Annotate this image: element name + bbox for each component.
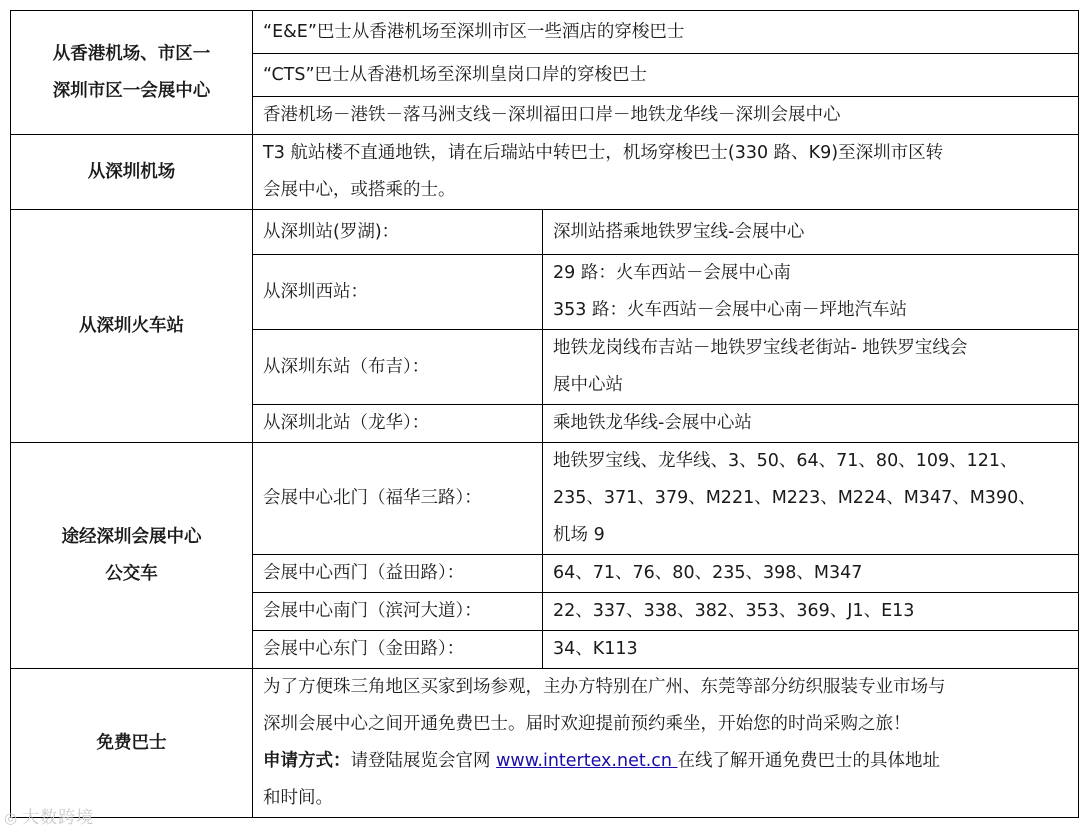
train-category: 从深圳火车站 bbox=[11, 210, 253, 443]
train-route-luohu: 深圳站搭乘地铁罗宝线-会展中心 bbox=[543, 210, 1079, 255]
train-station-east: 从深圳东站（布吉）： bbox=[253, 330, 543, 405]
bus-gate-east: 会展中心东门（金田路）： bbox=[253, 631, 543, 669]
sz-airport-line1: T3 航站楼不直通地铁，请在后瑞站中转巴士，机场穿梭巴士(330 路、K9)至深圳市区转 bbox=[263, 143, 944, 163]
bus-lines-south: 22、337、338、382、353、369、J1、E13 bbox=[543, 593, 1079, 631]
hk-option-cts: “CTS”巴士从香港机场至深圳皇岗口岸的穿梭巴士 bbox=[253, 54, 1079, 97]
bus-category bbox=[11, 443, 253, 669]
hk-title-line1: 从香港机场、市区一 bbox=[52, 43, 211, 64]
hk-option-rail: 香港机场－港铁－落马洲支线－深圳福田口岸－地铁龙华线－深圳会展中心 bbox=[253, 97, 1079, 135]
train-route-north: 乘地铁龙华线-会展中心站 bbox=[543, 405, 1079, 443]
bus-lines-north bbox=[543, 443, 1079, 555]
train-station-west: 从深圳西站： bbox=[253, 255, 543, 330]
hk-airport-category bbox=[11, 11, 253, 135]
bus-lines-north-line3: 机场 9 bbox=[553, 525, 605, 545]
transport-info-table bbox=[10, 10, 1079, 818]
bus-lines-north-line1: 地铁罗宝线、龙华线、3、50、64、71、80、109、121、 bbox=[553, 451, 1018, 471]
hk-option-ee: “E&E”巴士从香港机场至深圳市区一些酒店的穿梭巴士 bbox=[253, 11, 1079, 54]
sz-airport-row bbox=[11, 135, 1079, 210]
free-bus-row bbox=[11, 669, 1079, 818]
bus-lines-west: 64、71、76、80、235、398、M347 bbox=[543, 555, 1079, 593]
bus-title-line2: 公交车 bbox=[105, 563, 158, 584]
bus-gate-west: 会展中心西门（益田路）： bbox=[253, 555, 543, 593]
hk-row-1 bbox=[11, 11, 1079, 54]
free-bus-category: 免费巴士 bbox=[11, 669, 253, 818]
train-route-west-line1: 29 路：火车西站－会展中心南 bbox=[553, 263, 791, 283]
train-route-west bbox=[543, 255, 1079, 330]
train-route-west-line2: 353 路：火车西站－会展中心南－坪地汽车站 bbox=[553, 300, 907, 320]
apply-method-label: 申请方式： bbox=[263, 751, 351, 771]
watermark-logo-icon: ◎ bbox=[4, 809, 19, 827]
train-row-1 bbox=[11, 210, 1079, 255]
train-route-east-line1: 地铁龙岗线布吉站－地铁罗宝线老街站- 地铁罗宝线会 bbox=[553, 338, 968, 358]
watermark-text: 大数跨境 bbox=[22, 808, 95, 828]
train-route-east bbox=[543, 330, 1079, 405]
sz-airport-category: 从深圳机场 bbox=[11, 135, 253, 210]
free-bus-line2: 深圳会展中心之间开通免费巴士。届时欢迎提前预约乘坐，开始您的时尚采购之旅！ bbox=[263, 714, 911, 734]
apply-method-after-link: 在线了解开通免费巴士的具体地址 bbox=[677, 751, 941, 771]
sz-airport-line2: 会展中心，或搭乘的士。 bbox=[263, 180, 456, 200]
official-site-link[interactable]: www.intertex.net.cn bbox=[496, 751, 678, 771]
bus-row-1 bbox=[11, 443, 1079, 555]
free-bus-line4: 和时间。 bbox=[263, 788, 333, 808]
train-route-east-line2: 展中心站 bbox=[553, 375, 623, 395]
free-bus-info bbox=[253, 669, 1079, 818]
watermark bbox=[4, 803, 94, 828]
hk-title-line2: 深圳市区一会展中心 bbox=[52, 80, 211, 101]
train-station-north: 从深圳北站（龙华）： bbox=[253, 405, 543, 443]
bus-gate-south: 会展中心南门（滨河大道）： bbox=[253, 593, 543, 631]
bus-title-line1: 途经深圳会展中心 bbox=[61, 526, 202, 547]
bus-lines-north-line2: 235、371、379、M221、M223、M224、M347、M390、 bbox=[553, 488, 1036, 508]
free-bus-line3 bbox=[263, 743, 1068, 780]
sz-airport-info bbox=[253, 135, 1079, 210]
bus-gate-north: 会展中心北门（福华三路）： bbox=[253, 443, 543, 555]
free-bus-line1: 为了方便珠三角地区买家到场参观，主办方特别在广州、东莞等部分纺织服装专业市场与 bbox=[263, 677, 946, 697]
bus-lines-east: 34、K113 bbox=[543, 631, 1079, 669]
apply-method-text: 请登陆展览会官网 bbox=[350, 751, 497, 771]
train-station-luohu: 从深圳站(罗湖)： bbox=[253, 210, 543, 255]
